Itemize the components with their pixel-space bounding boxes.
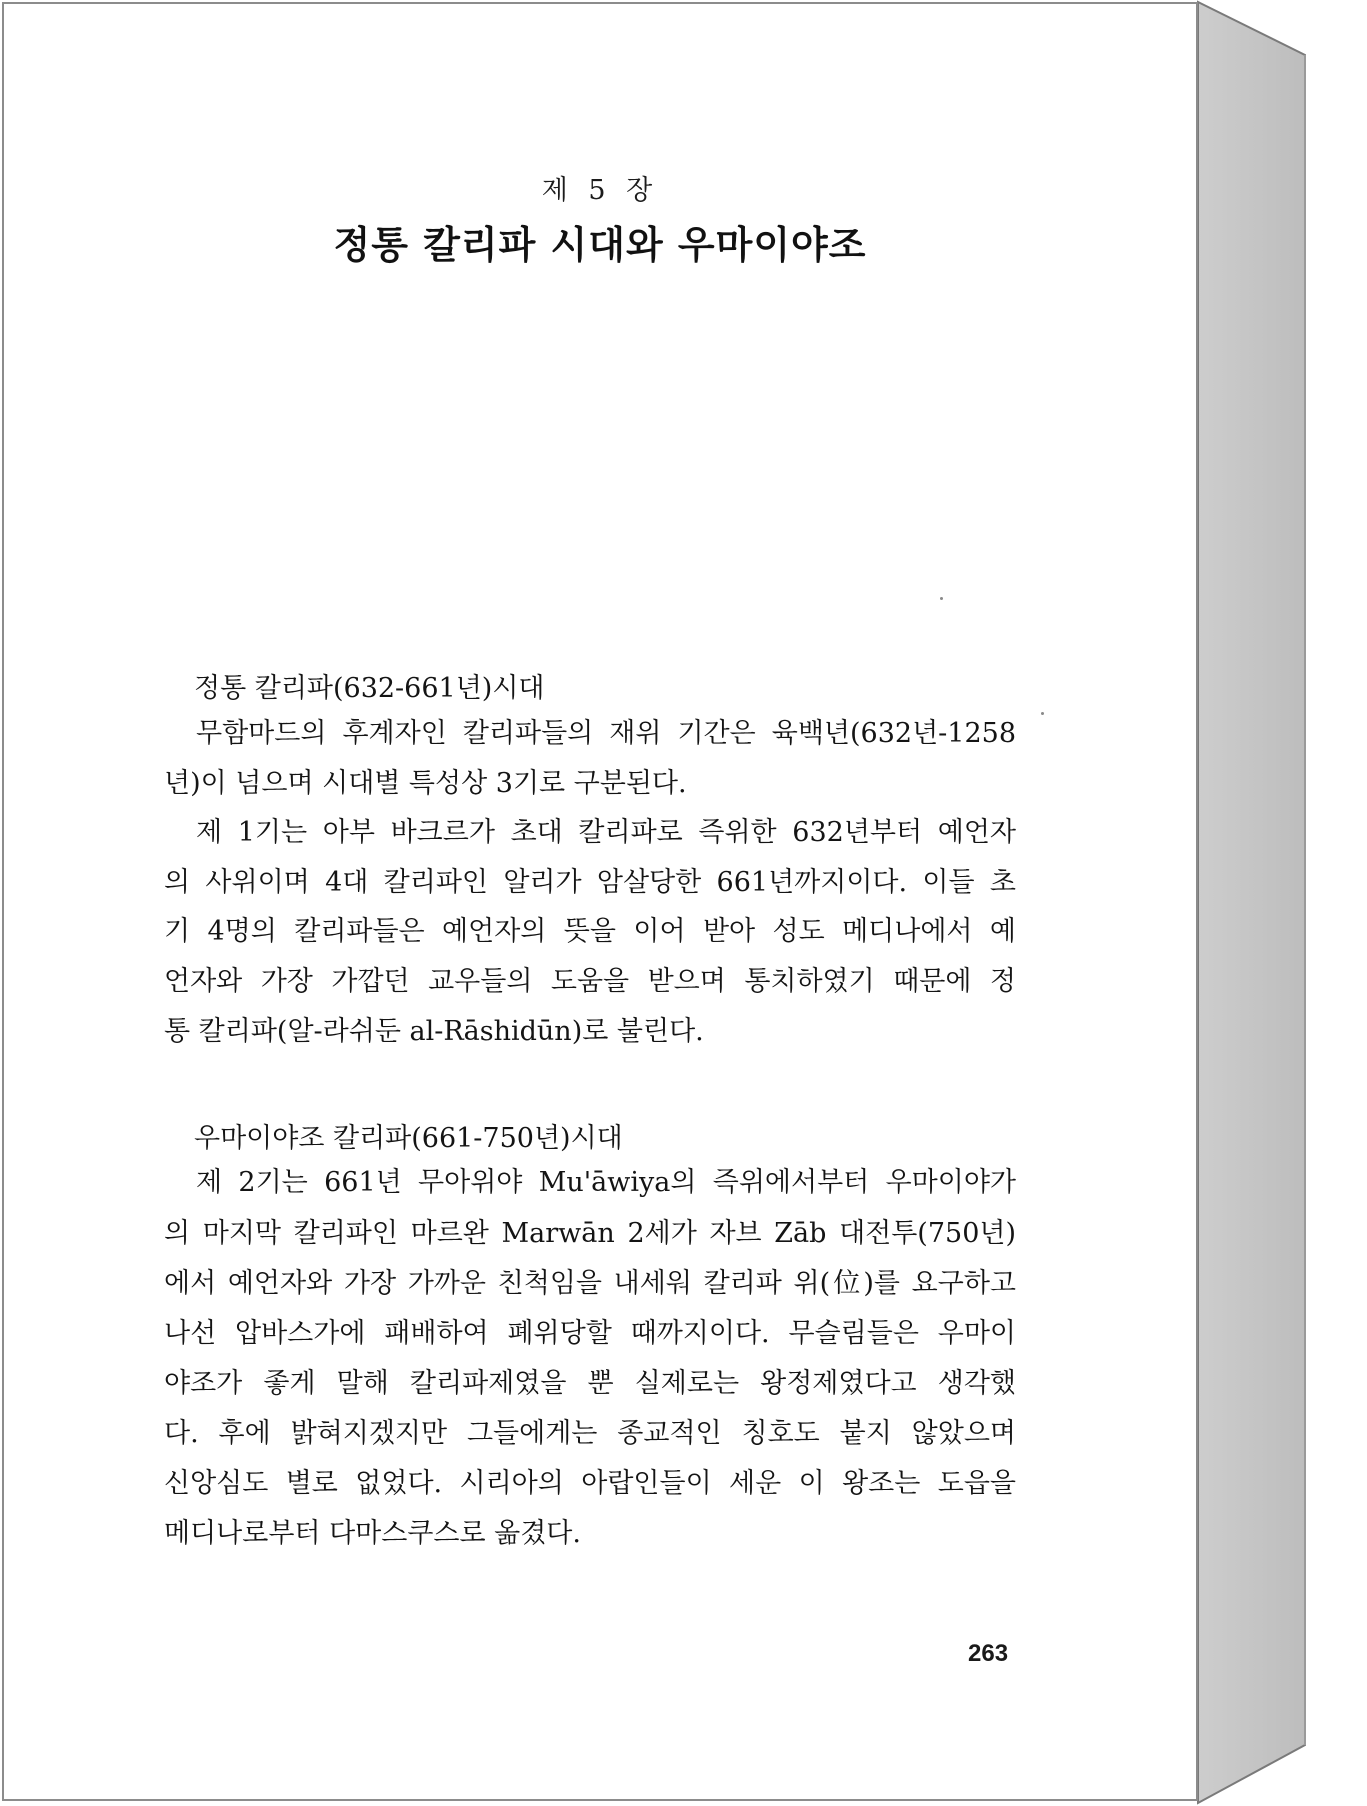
paragraph-line: 제 2기는 661년 무아위야 Mu'āwiya의 즉위에서부터 우마이야가 [196, 1167, 1016, 1198]
paragraph-line: 기 4명의 칼리파들은 예언자의 뜻을 이어 받아 성도 메디나에서 예 [164, 916, 1016, 947]
paragraph-line: 에서 예언자와 가장 가까운 친척임을 내세워 칼리파 위(位)를 요구하고 [164, 1268, 1016, 1299]
paragraph-line: 나선 압바스가에 패배하여 폐위당할 때까지이다. 무슬림들은 우마이 [164, 1318, 1016, 1349]
section-heading: 정통 칼리파(632-661년)시대 [194, 673, 545, 704]
paragraph-line: 의 사위이며 4대 칼리파인 알리가 암살당한 661년까지이다. 이들 초 [164, 867, 1016, 898]
paragraph-line: 무함마드의 후계자인 칼리파들의 재위 기간은 육백년(632년-1258 [196, 718, 1016, 749]
page-number: 263 [968, 1640, 1009, 1667]
paragraph-line: 메디나로부터 다마스쿠스로 옮겼다. [164, 1518, 581, 1549]
paragraph-line: 언자와 가장 가깝던 교우들의 도움을 받으며 통치하였기 때문에 정 [164, 966, 1016, 997]
chapter-number: 제 5 장 [541, 175, 659, 206]
paragraph-line: 년)이 넘으며 시대별 특성상 3기로 구분된다. [164, 768, 687, 799]
paragraph-line: 통 칼리파(알-라쉬둔 al-Rāshidūn)로 불린다. [164, 1016, 704, 1047]
scan-speck [940, 597, 943, 600]
paragraph-line: 야조가 좋게 말해 칼리파제였을 뿐 실제로는 왕정제였다고 생각했 [164, 1368, 1016, 1399]
scan-speck [1041, 712, 1044, 715]
paragraph-line: 의 마지막 칼리파인 마르완 Marwān 2세가 자브 Zāb 대전투(750년) [164, 1218, 1016, 1249]
paragraph-line: 신앙심도 별로 없었다. 시리아의 아랍인들이 세운 이 왕조는 도읍을 [164, 1468, 1016, 1499]
paragraph-line: 제 1기는 아부 바크르가 초대 칼리파로 즉위한 632년부터 예언자 [196, 817, 1016, 848]
chapter-title: 정통 칼리파 시대와 우마이야조 [333, 222, 867, 267]
section-heading: 우마이야조 칼리파(661-750년)시대 [194, 1123, 623, 1154]
paragraph-line: 다. 후에 밝혀지겠지만 그들에게는 종교적인 칭호도 붙지 않았으며 [164, 1418, 1016, 1449]
